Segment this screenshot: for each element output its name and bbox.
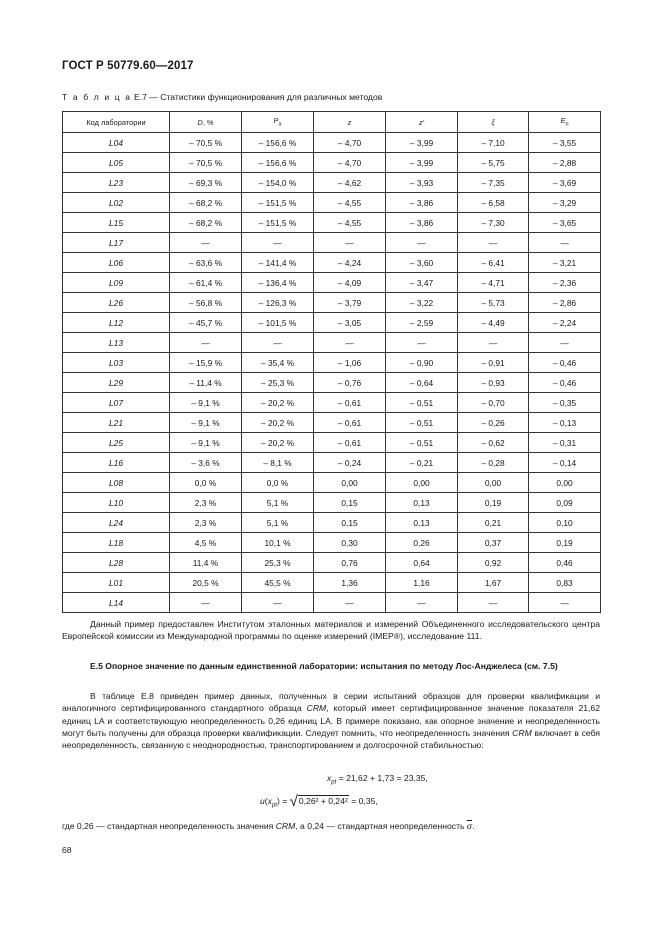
value-cell: 0,00 (314, 473, 386, 493)
value-cell: — (458, 233, 529, 253)
value-cell: — (314, 233, 386, 253)
lab-code-cell: L04 (63, 133, 170, 153)
lab-code-cell: L12 (63, 313, 170, 333)
value-cell: – 3,22 (386, 293, 458, 313)
value-cell: – 0,24 (314, 453, 386, 473)
value-cell: – 63,6 % (170, 253, 242, 273)
value-cell: – 3,99 (386, 133, 458, 153)
formula-u: u (260, 796, 265, 806)
value-cell: – 126,3 % (242, 293, 314, 313)
value-cell: 0,15 (314, 513, 386, 533)
col-z-symbol: z (347, 117, 352, 127)
lab-code-cell: L02 (63, 193, 170, 213)
section-title (62, 660, 600, 672)
lab-code-cell: L08 (63, 473, 170, 493)
lab-code-cell: L28 (63, 553, 170, 573)
table-header-row (63, 112, 601, 133)
value-cell: – 4,55 (314, 193, 386, 213)
col-zprime (386, 112, 458, 133)
value-cell: – 3,47 (386, 273, 458, 293)
value-cell: – 0,61 (314, 433, 386, 453)
note-paragraph (62, 618, 600, 643)
col-d (170, 112, 242, 133)
value-cell: — (386, 593, 458, 613)
value-cell: – 4,55 (314, 213, 386, 233)
table-row (63, 133, 601, 153)
table-row (63, 353, 601, 373)
document-header: ГОСТ Р 50779.60—2017 (62, 60, 194, 72)
value-cell: – 4,71 (458, 273, 529, 293)
caption-text: Е.7 — Статистики функционирования для различных методов (131, 92, 383, 102)
lab-code-cell: L06 (63, 253, 170, 273)
value-cell: 0,09 (529, 493, 601, 513)
value-cell: 0,19 (529, 533, 601, 553)
value-cell: – 141,4 % (242, 253, 314, 273)
table-row (63, 333, 601, 353)
value-cell: 1,67 (458, 573, 529, 593)
value-cell: – 101,5 % (242, 313, 314, 333)
value-cell: – 8,1 % (242, 453, 314, 473)
value-cell: 11,4 % (170, 553, 242, 573)
value-cell: — (242, 233, 314, 253)
value-cell: – 4,62 (314, 173, 386, 193)
formula-result: = 0,35, (348, 796, 378, 806)
col-d-unit: , % (202, 117, 214, 127)
table-row (63, 213, 601, 233)
lab-code-cell: L24 (63, 513, 170, 533)
table-row (63, 233, 601, 253)
value-cell: – 4,49 (458, 313, 529, 333)
value-cell: – 0,70 (458, 393, 529, 413)
value-cell: – 2,24 (529, 313, 601, 333)
value-cell: – 0,14 (529, 453, 601, 473)
value-cell: – 4,70 (314, 133, 386, 153)
value-cell: 5,1 % (242, 513, 314, 533)
lab-code-cell: L21 (63, 413, 170, 433)
value-cell: – 0,46 (529, 353, 601, 373)
value-cell: 0,15 (314, 493, 386, 513)
value-cell: – 6,58 (458, 193, 529, 213)
where-a: где 0,26 — стандартная неопределенность значения (62, 821, 276, 831)
value-cell: – 9,1 % (170, 413, 242, 433)
formula-xpt-rhs: = 21,62 + 1,73 = 23,35, (336, 773, 428, 783)
value-cell: – 0,21 (386, 453, 458, 473)
value-cell: – 0,90 (386, 353, 458, 373)
value-cell: 0,00 (458, 473, 529, 493)
crm-term-2: CRM (512, 727, 532, 738)
col-en (529, 112, 601, 133)
table-row (63, 433, 601, 453)
value-cell: – 70,5 % (170, 153, 242, 173)
col-zprime-symbol: z' (418, 117, 425, 127)
lab-code-cell: L25 (63, 433, 170, 453)
value-cell: – 68,2 % (170, 213, 242, 233)
value-cell: – 5,75 (458, 153, 529, 173)
value-cell: 2,3 % (170, 493, 242, 513)
value-cell: 0,26 (386, 533, 458, 553)
where-paragraph (62, 820, 600, 832)
value-cell: 0,13 (386, 493, 458, 513)
lab-code-cell: L03 (63, 353, 170, 373)
value-cell: 0,46 (529, 553, 601, 573)
value-cell: – 156,6 % (242, 153, 314, 173)
value-cell: 1,16 (386, 573, 458, 593)
value-cell: — (458, 333, 529, 353)
value-cell: – 20,2 % (242, 413, 314, 433)
note-text: Данный пример предоставлен Институтом эталонных материалов и измерений Объединенного исследовательского центра Европейской комиссии из Международной программы по оценке измерений (IMEP®), исследование 111. (62, 619, 600, 642)
value-cell: – 3,55 (529, 133, 601, 153)
lab-code-cell: L07 (63, 393, 170, 413)
value-cell: — (386, 333, 458, 353)
value-cell: – 0,51 (386, 393, 458, 413)
value-cell: 0,00 (529, 473, 601, 493)
table-row (63, 393, 601, 413)
formula-eq: = (279, 796, 290, 806)
where-end: . (472, 821, 475, 831)
value-cell: – 7,30 (458, 213, 529, 233)
value-cell: 0,83 (529, 573, 601, 593)
section-p1-a: В таблице Е.8 приведен пример данных, полученных в серии испытаний образцов для проверки квалификации и аналогичного сертифицированного стандартного образца (62, 691, 600, 714)
lab-code-cell: L13 (63, 333, 170, 353)
value-cell: – 11,4 % (170, 373, 242, 393)
value-cell: – 3,69 (529, 173, 601, 193)
table-row (63, 253, 601, 273)
lab-code-cell: L09 (63, 273, 170, 293)
formula-xpt (327, 773, 428, 786)
value-cell: 0,64 (386, 553, 458, 573)
value-cell: – 0,51 (386, 433, 458, 453)
value-cell: – 0,93 (458, 373, 529, 393)
page-number: 68 (62, 845, 72, 855)
col-pa (242, 112, 314, 133)
value-cell: – 3,29 (529, 193, 601, 213)
section-title-text: Е.5 Опорное значение по данным единственной лаборатории: испытания по методу Лос-Анджелеса (см. 7.5) (90, 661, 558, 671)
formula-x: x (267, 796, 272, 806)
lab-code-cell: L18 (63, 533, 170, 553)
table-row (63, 313, 601, 333)
value-cell: — (170, 233, 242, 253)
value-cell: – 136,4 % (242, 273, 314, 293)
value-cell: 45,5 % (242, 573, 314, 593)
table-row (63, 533, 601, 553)
value-cell: – 4,09 (314, 273, 386, 293)
value-cell: – 9,1 % (170, 393, 242, 413)
value-cell: — (242, 333, 314, 353)
value-cell: – 25,3 % (242, 373, 314, 393)
value-cell: 0,00 (386, 473, 458, 493)
value-cell: 0,13 (386, 513, 458, 533)
table-row (63, 413, 601, 433)
value-cell: – 0,35 (529, 393, 601, 413)
value-cell: – 0,26 (458, 413, 529, 433)
value-cell: 0,92 (458, 553, 529, 573)
sigma-bar-symbol: $\overline{\sigma}$ (466, 821, 473, 831)
value-cell: – 45,7 % (170, 313, 242, 333)
formula-x-sub: pt (271, 802, 277, 809)
value-cell: – 0,28 (458, 453, 529, 473)
value-cell: — (314, 593, 386, 613)
value-cell: – 1,06 (314, 353, 386, 373)
col-en-symbol: E (560, 116, 566, 126)
value-cell: — (314, 333, 386, 353)
value-cell: – 69,3 % (170, 173, 242, 193)
value-cell: – 6,41 (458, 253, 529, 273)
col-pa-symbol: P (273, 116, 279, 126)
value-cell: – 35,4 % (242, 353, 314, 373)
value-cell: — (386, 233, 458, 253)
value-cell: 0,76 (314, 553, 386, 573)
table-row (63, 513, 601, 533)
value-cell: — (170, 333, 242, 353)
value-cell: 1,36 (314, 573, 386, 593)
lab-code-cell: L15 (63, 213, 170, 233)
table-row (63, 173, 601, 193)
value-cell: – 5,73 (458, 293, 529, 313)
value-cell: – 3,21 (529, 253, 601, 273)
lab-code-cell: L16 (63, 453, 170, 473)
value-cell: – 56,8 % (170, 293, 242, 313)
value-cell: 0,0 % (170, 473, 242, 493)
value-cell: – 3,93 (386, 173, 458, 193)
value-cell: – 20,2 % (242, 393, 314, 413)
value-cell: – 4,70 (314, 153, 386, 173)
table-row (63, 573, 601, 593)
value-cell: – 151,5 % (242, 193, 314, 213)
col-lab-code: Код лаборатории (63, 112, 170, 133)
where-crm: CRM (275, 821, 296, 831)
value-cell: 10,1 % (242, 533, 314, 553)
value-cell: – 156,6 % (242, 133, 314, 153)
table-row (63, 453, 601, 473)
value-cell: — (458, 593, 529, 613)
table-row (63, 553, 601, 573)
value-cell: – 20,2 % (242, 433, 314, 453)
lab-code-cell: L05 (63, 153, 170, 173)
formula-close: ) (276, 796, 280, 806)
value-cell: 0,0 % (242, 473, 314, 493)
value-cell: – 0,61 (314, 393, 386, 413)
value-cell: 0,19 (458, 493, 529, 513)
value-cell: 25,3 % (242, 553, 314, 573)
table-caption (62, 92, 382, 102)
value-cell: 0,30 (314, 533, 386, 553)
value-cell: – 7,10 (458, 133, 529, 153)
value-cell: – 0,62 (458, 433, 529, 453)
value-cell: – 3,05 (314, 313, 386, 333)
table-row (63, 273, 601, 293)
value-cell: 2,3 % (170, 513, 242, 533)
value-cell: – 0,46 (529, 373, 601, 393)
col-en-sub: n (565, 121, 569, 128)
lab-code-cell: L29 (63, 373, 170, 393)
crm-term: CRM (306, 703, 327, 714)
lab-code-cell: L14 (63, 593, 170, 613)
table-row (63, 153, 601, 173)
value-cell: 20,5 % (170, 573, 242, 593)
formula-xpt-sub: pt (331, 779, 337, 786)
table-row (63, 193, 601, 213)
value-cell: – 3,65 (529, 213, 601, 233)
value-cell: 0,21 (458, 513, 529, 533)
value-cell: – 15,9 % (170, 353, 242, 373)
formula-uncertainty (260, 793, 378, 810)
formula-open: ( (264, 796, 268, 806)
where-b: , а 0,24 — стандартная неопределенность (295, 821, 467, 831)
value-cell: – 0,91 (458, 353, 529, 373)
value-cell: – 3,86 (386, 213, 458, 233)
value-cell: 0,37 (458, 533, 529, 553)
value-cell: – 9,1 % (170, 433, 242, 453)
table-body (63, 133, 601, 613)
value-cell: – 2,36 (529, 273, 601, 293)
value-cell: – 70,5 % (170, 133, 242, 153)
col-xi-symbol: ξ (491, 117, 495, 127)
value-cell: – 154,0 % (242, 173, 314, 193)
value-cell: – 151,5 % (242, 213, 314, 233)
col-xi (458, 112, 529, 133)
sqrt-icon: √ (289, 793, 298, 810)
lab-code-cell: L26 (63, 293, 170, 313)
formula-radicand: 0,26² + 0,24² (298, 796, 348, 806)
table-row (63, 373, 601, 393)
value-cell: 4,5 % (170, 533, 242, 553)
value-cell: – 3,86 (386, 193, 458, 213)
table-row (63, 293, 601, 313)
table-row (63, 493, 601, 513)
formula-xpt-var: x (327, 773, 332, 783)
section-p1-b: , который имеет сертифицированное значение показателя 21,62 единиц LA и соответствующую неопределенность 0,26 единиц LA. В примере показано, как опорное значение и неопределенность могут быть получены для образца проверки квалификации. Следует помнить, что неопределенность значения (62, 703, 600, 738)
value-cell: — (529, 593, 601, 613)
value-cell: — (170, 593, 242, 613)
value-cell: – 7,35 (458, 173, 529, 193)
value-cell: – 61,4 % (170, 273, 242, 293)
value-cell: – 3,60 (386, 253, 458, 273)
value-cell: – 4,24 (314, 253, 386, 273)
lab-code-cell: L17 (63, 233, 170, 253)
value-cell: – 3,79 (314, 293, 386, 313)
section-paragraph (62, 690, 600, 751)
statistics-table (62, 111, 601, 613)
value-cell: – 0,61 (314, 413, 386, 433)
value-cell: – 0,76 (314, 373, 386, 393)
value-cell: – 68,2 % (170, 193, 242, 213)
value-cell: – 2,59 (386, 313, 458, 333)
value-cell: — (242, 593, 314, 613)
table-row (63, 473, 601, 493)
caption-prefix: Т а б л и ц а (62, 92, 132, 102)
value-cell: – 2,86 (529, 293, 601, 313)
value-cell: – 0,51 (386, 413, 458, 433)
value-cell: – 0,64 (386, 373, 458, 393)
value-cell: – 0,31 (529, 433, 601, 453)
value-cell: 0,10 (529, 513, 601, 533)
table-row (63, 593, 601, 613)
col-z (314, 112, 386, 133)
value-cell: — (529, 333, 601, 353)
lab-code-cell: L10 (63, 493, 170, 513)
col-d-symbol: D (197, 117, 203, 127)
value-cell: – 3,99 (386, 153, 458, 173)
value-cell: – 2,88 (529, 153, 601, 173)
lab-code-cell: L23 (63, 173, 170, 193)
value-cell: — (529, 233, 601, 253)
col-pa-sub: a (278, 121, 282, 128)
value-cell: – 3,6 % (170, 453, 242, 473)
value-cell: – 0,13 (529, 413, 601, 433)
value-cell: 5,1 % (242, 493, 314, 513)
lab-code-cell: L01 (63, 573, 170, 593)
section-p1-c: включает в себя неопределенность, связанную с неоднородностью, транспортированием и долгосрочной стабильностью: (62, 727, 600, 751)
